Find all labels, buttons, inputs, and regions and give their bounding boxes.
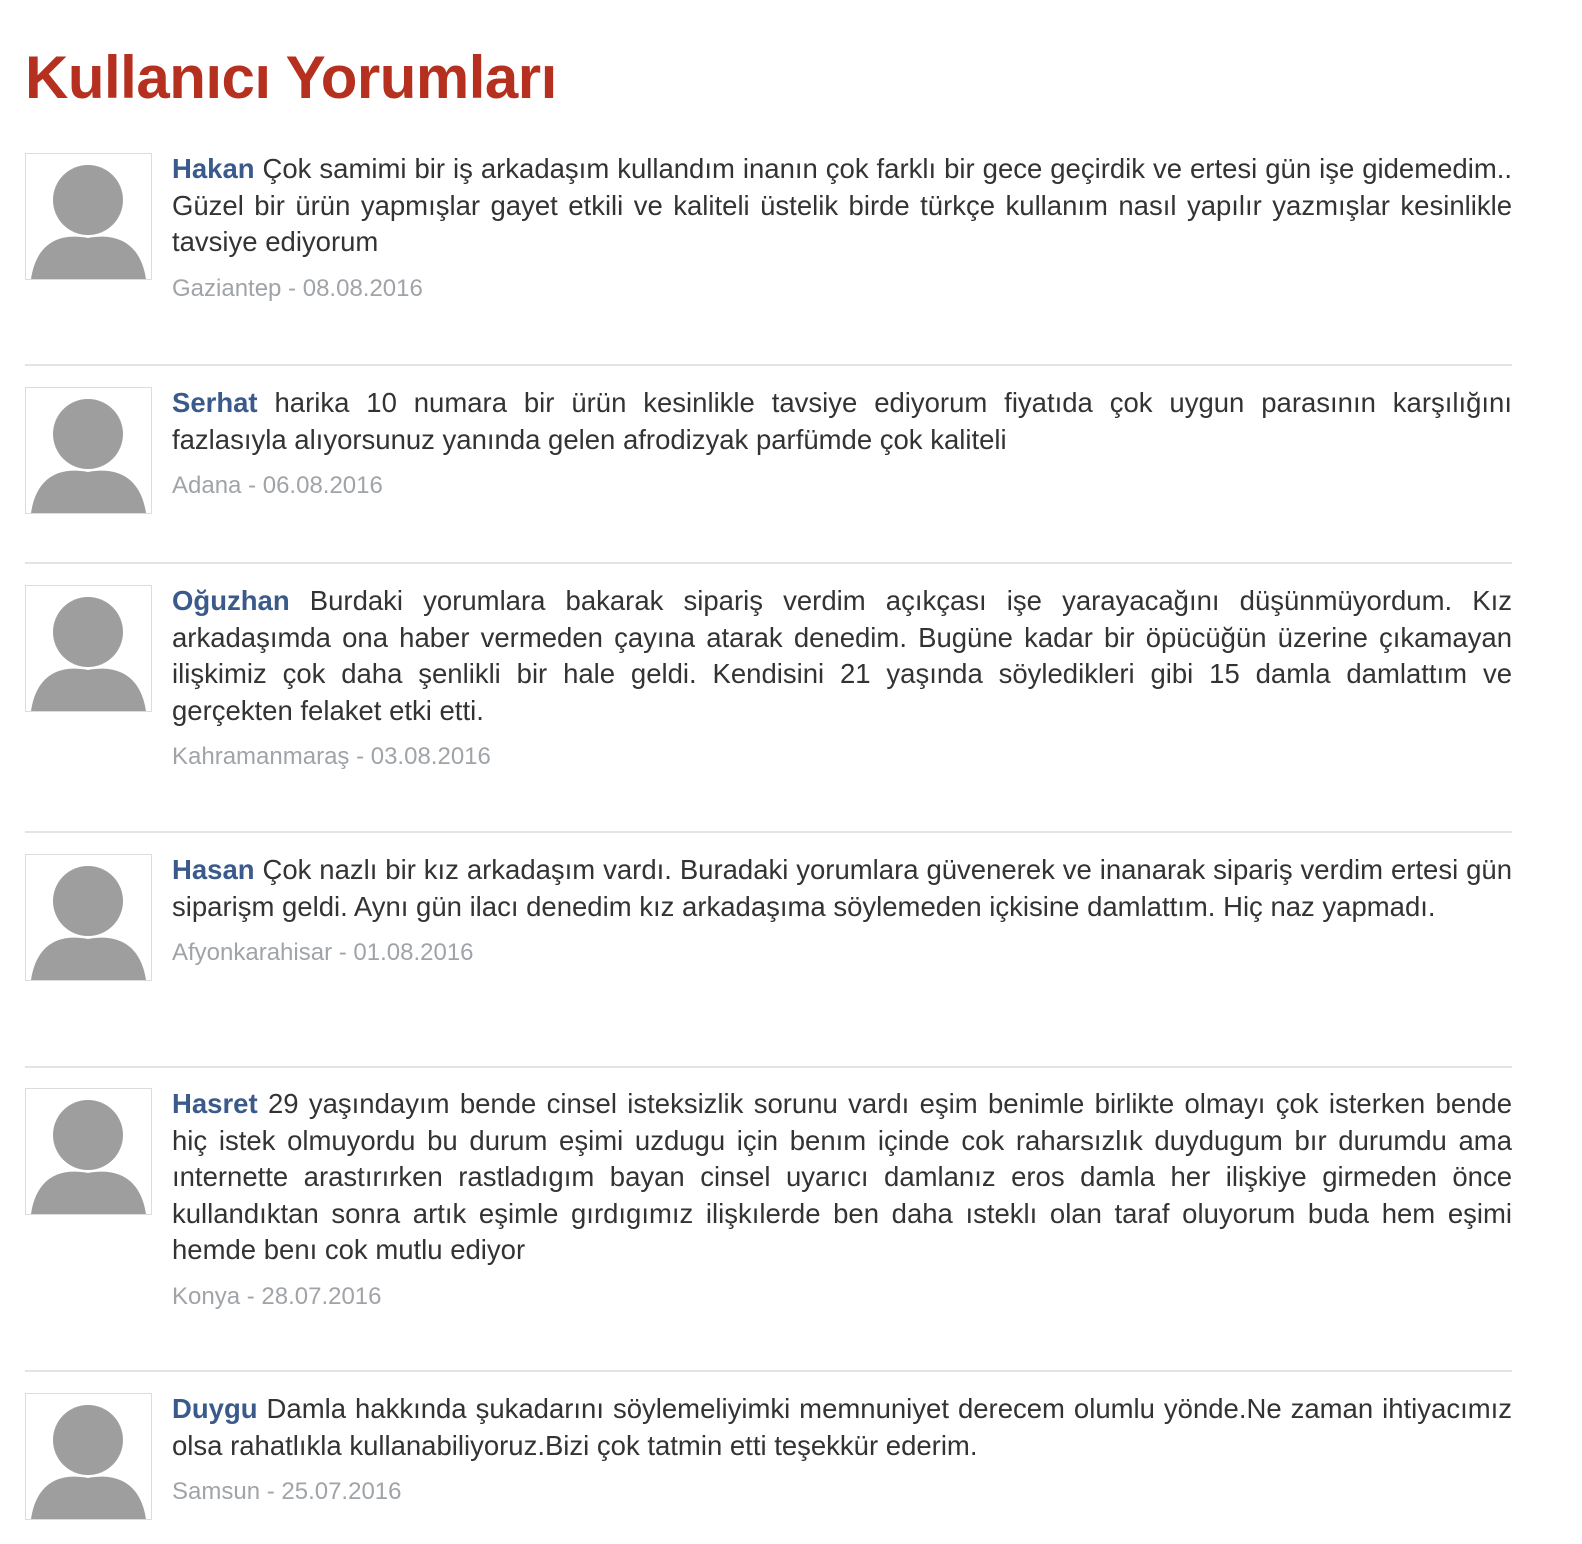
review-meta: Samsun - 25.07.2016 xyxy=(172,1478,402,1505)
divider xyxy=(25,562,1512,564)
user-silhouette-icon xyxy=(26,1089,151,1214)
review-body xyxy=(172,854,1512,968)
reviews-page xyxy=(25,0,1512,1544)
review-author: Hakan xyxy=(172,153,255,184)
review-text xyxy=(172,151,1512,261)
review-body xyxy=(172,585,1512,772)
review-meta: Kahramanmaraş - 03.08.2016 xyxy=(172,743,491,770)
review-author: Hasan xyxy=(172,854,255,885)
user-silhouette-icon xyxy=(26,1394,151,1519)
review-author: Serhat xyxy=(172,387,258,418)
review-content: 29 yaşındayım bende cinsel isteksizlik sorunu vardı eşim benimle birlikte olmayı çok isterken bende hiç istek olmuyordu bu durum eşimi uzdugu için benım içinde cok raharsızlık duydugum bır durumdu ama ınternette arastırırken rastladıgım bayan cinsel uyarıcı damlanız eros damla her ilişkiye girmeden önce kullandıktan sonra artık eşimle gırdıgımız ilişkılerde ben daha ısteklı olan taraf oluyorum buda hem eşimi hemde benı cok mutlu ediyor xyxy=(172,1088,1512,1265)
avatar xyxy=(25,585,152,712)
review-author: Duygu xyxy=(172,1393,258,1424)
user-silhouette-icon xyxy=(26,855,151,980)
review-body xyxy=(172,1088,1512,1312)
divider xyxy=(25,1370,1512,1372)
divider xyxy=(25,1066,1512,1068)
review-author: Oğuzhan xyxy=(172,585,290,616)
review-content: harika 10 numara bir ürün kesinlikle tavsiye ediyorum fiyatıda çok uygun parasının karşılığını fazlasıyla alıyorsunuz yanında gelen afrodizyak parfümde çok kaliteli xyxy=(172,387,1512,455)
review-meta: Gaziantep - 08.08.2016 xyxy=(172,274,423,302)
review-meta: Afyonkarahisar - 01.08.2016 xyxy=(172,939,474,966)
review-text xyxy=(172,1391,1512,1464)
review-body xyxy=(172,153,1512,304)
user-silhouette-icon xyxy=(26,586,151,711)
avatar xyxy=(25,1393,152,1520)
user-silhouette-icon xyxy=(26,388,151,513)
user-silhouette-icon xyxy=(26,154,151,279)
review-meta: Adana - 06.08.2016 xyxy=(172,472,383,499)
review-content: Burdaki yorumlara bakarak sipariş verdim açıkçası işe yarayacağını düşünmüyordum. Kız arkadaşımda ona haber vermeden çayına atarak denedim. Bugüne kadar bir öpücüğün üzerine çıkamayan ilişkimiz çok daha şenlikli bir hale geldi. Kendisini 21 yaşında söyledikleri gibi 15 damla damlattım ve gerçekten felaket etki etti. xyxy=(172,585,1512,726)
review-text xyxy=(172,385,1512,458)
avatar xyxy=(25,153,152,280)
page-title: Kullanıcı Yorumları xyxy=(25,44,557,111)
review-content: Çok samimi bir iş arkadaşım kullandım inanın çok farklı bir gece geçirdik ve ertesi gün işe gidemedim.. Güzel bir ürün yapmışlar gayet etkili ve kaliteli üstelik birde türkçe kullanım nasıl yapılır yazmışlar kesinlikle tavsiye ediyorum xyxy=(172,153,1512,257)
avatar xyxy=(25,854,152,981)
review-text xyxy=(172,583,1512,729)
review-text xyxy=(172,852,1512,925)
review-body xyxy=(172,1393,1512,1507)
review-author: Hasret xyxy=(172,1088,258,1119)
review-body xyxy=(172,387,1512,501)
avatar xyxy=(25,1088,152,1215)
review-text xyxy=(172,1086,1512,1269)
review-content: Çok nazlı bir kız arkadaşım vardı. Buradaki yorumlara güvenerek ve inanarak sipariş verdim ertesi gün siparişm geldi. Aynı gün ilacı denedim kız arkadaşıma söylemeden içkisine damlattım. Hiç naz yapmadı. xyxy=(172,854,1512,922)
avatar xyxy=(25,387,152,514)
divider xyxy=(25,831,1512,833)
review-content: Damla hakkında şukadarını söylemeliyimki memnuniyet derecem olumlu yönde.Ne zaman ihtiyacımız olsa rahatlıkla kullanabiliyoruz.Bizi çok tatmin etti teşekkür ederim. xyxy=(172,1393,1512,1461)
divider xyxy=(25,364,1512,366)
review-meta: Konya - 28.07.2016 xyxy=(172,1282,382,1310)
